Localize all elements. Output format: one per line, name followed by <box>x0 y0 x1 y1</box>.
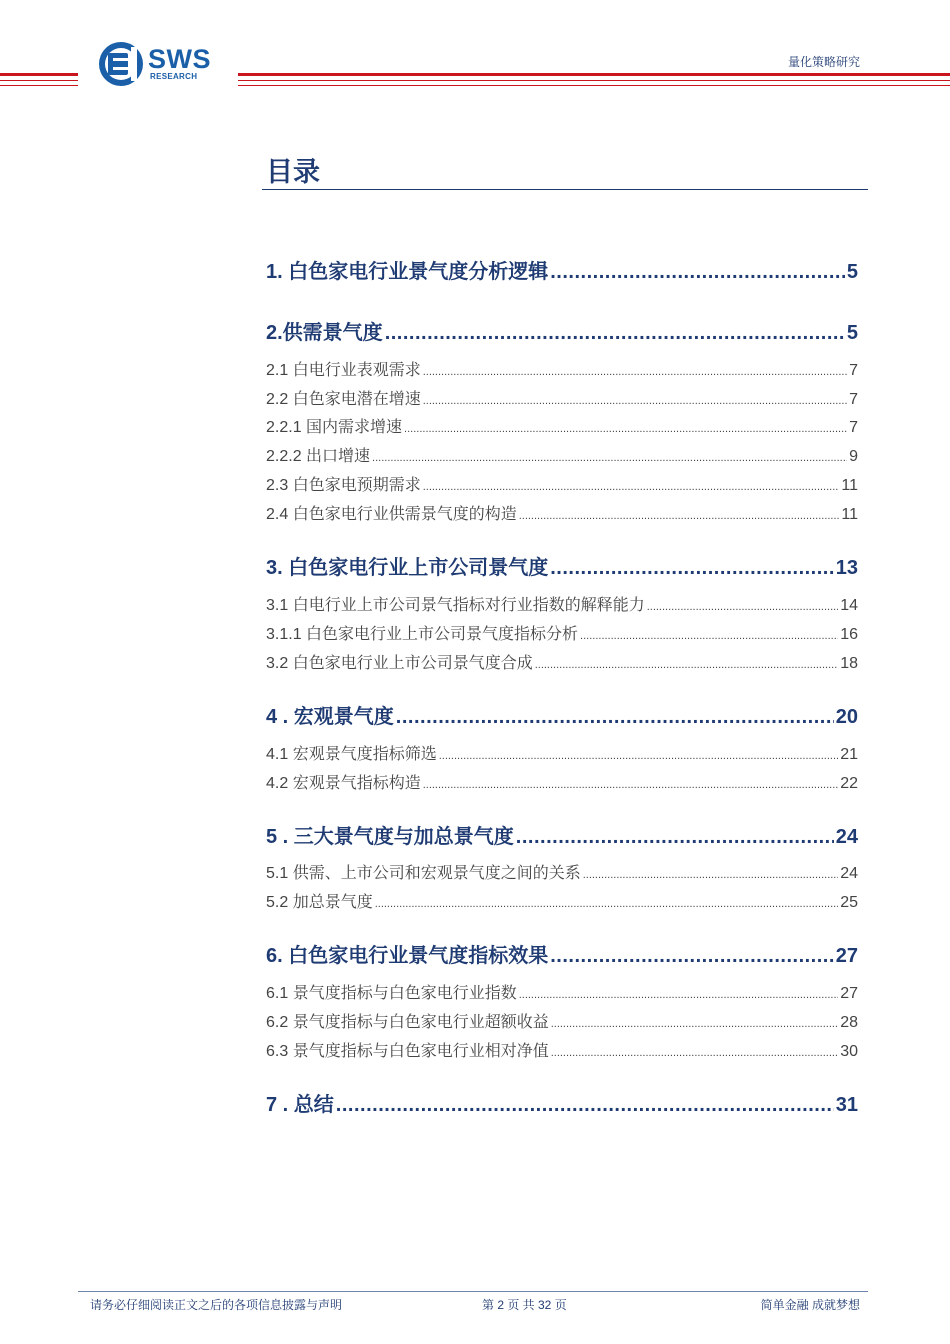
toc-page-number: 25 <box>840 894 858 911</box>
toc-dot-leader <box>423 481 840 493</box>
brand-name: SWS <box>148 44 212 74</box>
toc-subsection-entry[interactable] <box>266 592 858 615</box>
toc-page-number: 7 <box>849 419 858 436</box>
toc-page-number: 18 <box>840 655 858 672</box>
toc-entry-label: 6.3 景气度指标与白色家电行业相对净值 <box>266 1043 549 1060</box>
toc-page-number: 5 <box>846 322 858 344</box>
toc-entry-label: 7 . 总结 <box>266 1094 334 1116</box>
toc-entry-label: 2.1 白电行业表观需求 <box>266 362 421 379</box>
toc-entry-label: 1. 白色家电行业景气度分析逻辑 <box>266 261 549 283</box>
toc-entry-label: 3. 白色家电行业上市公司景气度 <box>266 557 549 579</box>
toc-entry-label: 5.2 加总景气度 <box>266 894 373 911</box>
toc-dot-leader <box>550 557 834 580</box>
toc-entry-label: 6.2 景气度指标与白色家电行业超额收益 <box>266 1014 549 1031</box>
page-header <box>0 0 950 100</box>
toc-page-number: 24 <box>835 826 858 848</box>
toc-dot-leader <box>516 826 834 849</box>
header-rule-right-thin <box>238 80 950 81</box>
toc-section-entry[interactable] <box>266 255 858 284</box>
title-divider <box>262 189 868 190</box>
toc-dot-leader <box>535 659 839 671</box>
toc-page-number: 27 <box>840 985 858 1002</box>
sws-logo-icon <box>98 41 144 87</box>
toc-section-entry[interactable] <box>266 939 858 968</box>
toc-page-number: 30 <box>840 1043 858 1060</box>
toc-section-entry[interactable] <box>266 1088 858 1117</box>
toc-section-entry[interactable] <box>266 316 858 345</box>
toc-subsection-entry[interactable] <box>266 741 858 764</box>
header-rule-left-thin <box>0 85 78 86</box>
toc-subsection-entry[interactable] <box>266 980 858 1003</box>
toc-dot-leader <box>439 750 839 762</box>
header-rule-right-thin <box>238 85 950 86</box>
toc-dot-leader <box>404 423 847 435</box>
toc-entry-label: 4 . 宏观景气度 <box>266 706 394 728</box>
toc-section-entry[interactable] <box>266 551 858 580</box>
toc-entry-label: 6. 白色家电行业景气度指标效果 <box>266 945 549 967</box>
footer-divider <box>78 1291 868 1292</box>
toc-entry-label: 2.3 白色家电预期需求 <box>266 477 421 494</box>
toc-dot-leader <box>580 630 838 642</box>
toc-entry-label: 2.2 白色家电潜在增速 <box>266 391 421 408</box>
toc-page-number: 13 <box>835 557 858 579</box>
toc-dot-leader <box>647 601 839 613</box>
toc-subsection-entry[interactable] <box>266 860 858 883</box>
toc-page-number: 11 <box>841 477 858 494</box>
toc-page-number: 16 <box>840 626 858 643</box>
toc-page-number: 27 <box>835 945 858 967</box>
sws-logo <box>98 40 228 90</box>
toc-entry-label: 2.4 白色家电行业供需景气度的构造 <box>266 506 517 523</box>
report-category: 量化策略研究 <box>787 55 860 69</box>
footer-disclaimer: 请务必仔细阅读正文之后的各项信息披露与声明 <box>90 1298 343 1312</box>
toc-entry-label: 5.1 供需、上市公司和宏观景气度之间的关系 <box>266 865 581 882</box>
toc-subsection-entry[interactable] <box>266 889 858 912</box>
toc-dot-leader <box>423 395 847 407</box>
toc-entry-label: 3.2 白色家电行业上市公司景气度合成 <box>266 655 533 672</box>
toc-subsection-entry[interactable] <box>266 1038 858 1061</box>
toc-entry-label: 2.2.1 国内需求增速 <box>266 419 403 436</box>
toc-subsection-entry[interactable] <box>266 621 858 644</box>
brand-subtitle: RESEARCH <box>150 72 198 81</box>
toc-page-number: 20 <box>835 706 858 728</box>
toc-dot-leader <box>396 706 834 729</box>
toc-dot-leader <box>519 510 840 522</box>
toc-subsection-entry[interactable] <box>266 770 858 793</box>
header-rule-left-thin <box>0 80 78 81</box>
toc-subsection-entry[interactable] <box>266 357 858 380</box>
toc-dot-leader <box>519 989 839 1001</box>
toc-page-number: 5 <box>846 261 858 283</box>
toc-subsection-entry[interactable] <box>266 472 858 495</box>
toc-subsection-entry[interactable] <box>266 386 858 409</box>
toc-entry-label: 3.1.1 白色家电行业上市公司景气度指标分析 <box>266 626 579 643</box>
toc-dot-leader <box>423 366 847 378</box>
footer-page-info: 第 2 页 共 32 页 <box>482 1298 567 1312</box>
toc-entry-label: 4.1 宏观景气度指标筛选 <box>266 746 437 763</box>
toc-subsection-entry[interactable] <box>266 1009 858 1032</box>
toc-page-number: 22 <box>840 775 858 792</box>
toc-entry-label: 3.1 白电行业上市公司景气指标对行业指数的解释能力 <box>266 597 645 614</box>
toc-page-number: 14 <box>840 597 858 614</box>
toc-subsection-entry[interactable] <box>266 501 858 524</box>
toc-dot-leader <box>336 1094 834 1117</box>
toc-page-number: 9 <box>849 448 858 465</box>
toc-dot-leader <box>550 945 834 968</box>
toc-dot-leader <box>550 261 845 284</box>
toc-dot-leader <box>551 1018 839 1030</box>
toc-page-number: 28 <box>840 1014 858 1031</box>
toc-page-number: 11 <box>841 506 858 523</box>
toc-entry-label: 6.1 景气度指标与白色家电行业指数 <box>266 985 517 1002</box>
toc-dot-leader <box>372 452 847 464</box>
toc-dot-leader <box>385 322 845 345</box>
toc-page-number: 7 <box>849 362 858 379</box>
header-rule-left <box>0 73 78 76</box>
footer-slogan: 简单金融 成就梦想 <box>760 1298 860 1312</box>
toc-section-entry[interactable] <box>266 700 858 729</box>
toc-section-entry[interactable] <box>266 820 858 849</box>
toc-page-number: 31 <box>835 1094 858 1116</box>
toc-entry-label: 5 . 三大景气度与加总景气度 <box>266 826 514 848</box>
toc-subsection-entry[interactable] <box>266 650 858 673</box>
toc-page-number: 21 <box>840 746 858 763</box>
toc-page-number: 24 <box>840 865 858 882</box>
toc-dot-leader <box>583 869 839 881</box>
toc-entry-label: 4.2 宏观景气指标构造 <box>266 775 421 792</box>
page-title: 目录 <box>266 157 320 187</box>
toc-page-number: 7 <box>849 391 858 408</box>
toc-entry-label: 2.供需景气度 <box>266 322 383 344</box>
header-rule-right <box>238 73 950 76</box>
toc-dot-leader <box>551 1047 839 1059</box>
toc-entry-label: 2.2.2 出口增速 <box>266 448 371 465</box>
toc-subsection-entry[interactable] <box>266 443 858 466</box>
toc-subsection-entry[interactable] <box>266 414 858 437</box>
toc-dot-leader <box>375 898 839 910</box>
toc-dot-leader <box>423 779 839 791</box>
